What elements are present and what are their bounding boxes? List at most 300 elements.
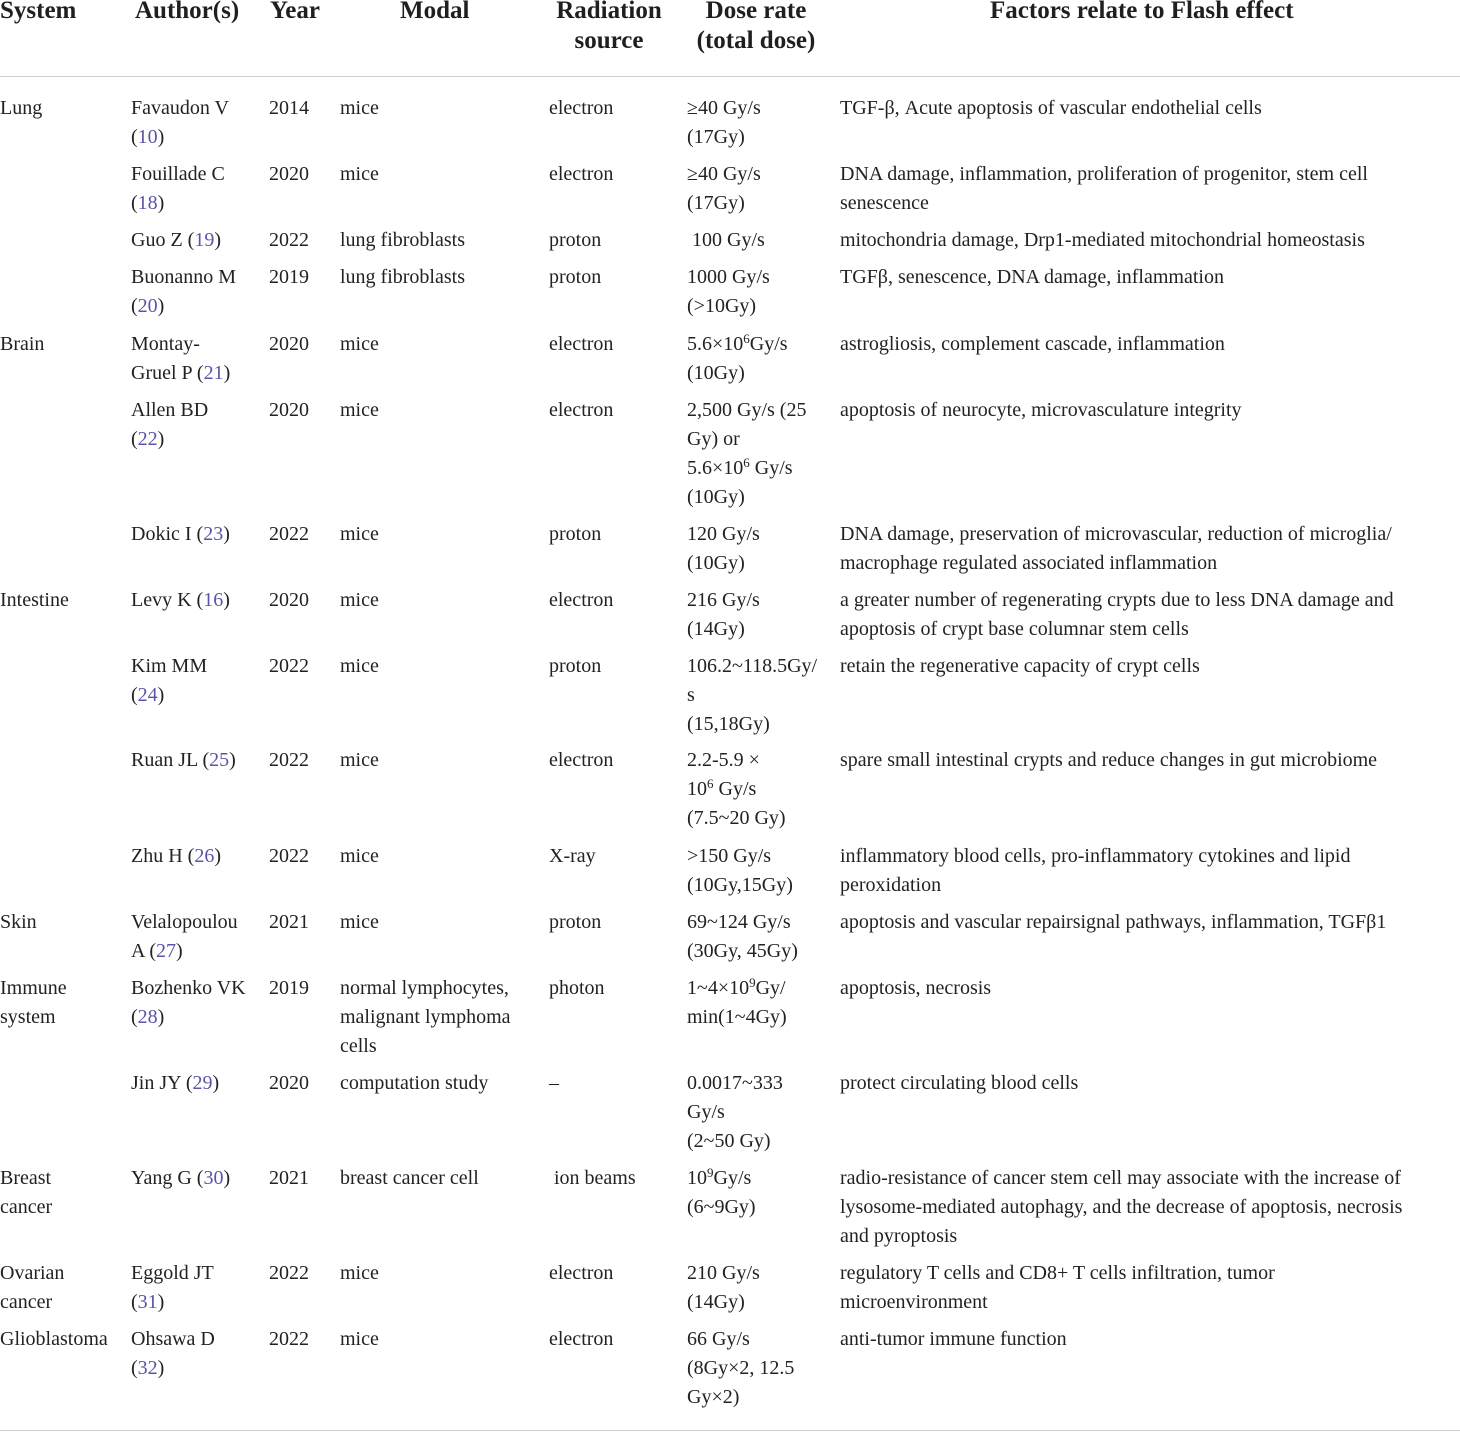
dose-text: 2,500 Gy/s (25 bbox=[687, 399, 807, 421]
paren: ( bbox=[191, 589, 204, 611]
author-ref-line bbox=[131, 1003, 261, 1032]
dose-line bbox=[687, 1003, 787, 1032]
paren: ( bbox=[196, 362, 204, 384]
header-system: System bbox=[0, 0, 77, 24]
dose-rate-cell bbox=[687, 652, 817, 739]
dose-text: >150 Gy/s bbox=[687, 845, 772, 867]
dose-line bbox=[687, 1164, 756, 1193]
dose-line bbox=[687, 123, 761, 152]
dose-text: Gy) or bbox=[687, 428, 740, 450]
dose-line bbox=[687, 1193, 756, 1222]
paren: ) bbox=[214, 229, 222, 251]
year-cell: 2022 bbox=[269, 1262, 309, 1284]
author-name bbox=[131, 652, 261, 681]
dose-text: Gy×2) bbox=[687, 1386, 740, 1408]
modal-text: mice bbox=[340, 589, 379, 611]
author-cell bbox=[131, 746, 261, 775]
paren: ( bbox=[131, 192, 138, 214]
factors-text: apoptosis, necrosis bbox=[840, 977, 992, 999]
modal-cell bbox=[340, 94, 379, 123]
paren: ) bbox=[214, 845, 222, 867]
superscript-exponent: 9 bbox=[707, 1164, 714, 1180]
author-text: Bozhenko VK bbox=[131, 977, 246, 999]
factors-text: apoptosis of crypt base columnar stem cells bbox=[840, 618, 1189, 640]
reference-link[interactable]: 28 bbox=[137, 1006, 158, 1028]
dose-text: 216 Gy/s bbox=[687, 589, 760, 611]
dose-text: 120 Gy/s bbox=[687, 523, 760, 545]
header-dose-rate: Dose rate (total dose) bbox=[696, 0, 816, 54]
paren: ) bbox=[157, 295, 165, 317]
author-text: Allen BD bbox=[131, 399, 209, 421]
factors-text: macrophage regulated associated inflammation bbox=[840, 552, 1218, 574]
reference-link[interactable]: 19 bbox=[194, 229, 215, 251]
paren: ( bbox=[180, 1072, 193, 1094]
reference-link[interactable]: 26 bbox=[194, 845, 215, 867]
factors-text: mitochondria damage, Drp1-mediated mitochondrial homeostasis bbox=[840, 229, 1365, 251]
author-name bbox=[131, 974, 261, 1003]
modal-text: mice bbox=[340, 399, 379, 421]
dose-line bbox=[687, 330, 788, 359]
system-cell bbox=[0, 586, 69, 615]
modal-text: lung fibroblasts bbox=[340, 229, 465, 251]
modal-cell bbox=[340, 1069, 488, 1098]
paren: ( bbox=[131, 428, 138, 450]
dose-line bbox=[687, 549, 760, 578]
dose-line bbox=[687, 1098, 783, 1127]
dose-rate-cell bbox=[687, 1325, 794, 1412]
dose-rate-cell bbox=[687, 746, 786, 833]
year-cell: 2022 bbox=[269, 845, 309, 867]
factors-text: anti-tumor immune function bbox=[840, 1328, 1067, 1350]
dose-rate-cell bbox=[687, 396, 806, 512]
author-cell bbox=[131, 974, 261, 1032]
dose-line bbox=[687, 1127, 783, 1156]
author-cell bbox=[131, 520, 261, 549]
author-ref-line bbox=[131, 359, 261, 388]
dose-text: (10Gy) bbox=[687, 362, 745, 384]
paren: ( bbox=[197, 749, 210, 771]
reference-link[interactable]: 20 bbox=[137, 295, 158, 317]
author-text: Buonanno M bbox=[131, 266, 236, 288]
modal-cell bbox=[340, 1259, 379, 1288]
dose-text: (>10Gy) bbox=[687, 295, 757, 317]
dose-rate-cell bbox=[687, 160, 761, 218]
paren: ( bbox=[131, 1357, 138, 1379]
modal-text: mice bbox=[340, 1262, 379, 1284]
dose-text: (8Gy×2, 12.5 bbox=[687, 1357, 795, 1379]
factors-text: TGFβ, senescence, DNA damage, inflammation bbox=[840, 266, 1224, 288]
dose-rate-cell bbox=[687, 226, 765, 255]
reference-link[interactable]: 10 bbox=[137, 126, 158, 148]
paren: ) bbox=[157, 428, 165, 450]
factors-cell bbox=[840, 263, 1224, 292]
factors-cell bbox=[840, 974, 991, 1003]
author-ref-line bbox=[131, 123, 261, 152]
modal-text: mice bbox=[340, 655, 379, 677]
author-name bbox=[131, 842, 261, 871]
author-name bbox=[131, 330, 261, 359]
paren: ( bbox=[182, 845, 195, 867]
dose-rate-cell bbox=[687, 586, 760, 644]
modal-cell bbox=[340, 1164, 479, 1193]
paren: ( bbox=[131, 295, 138, 317]
header-year: Year bbox=[270, 0, 320, 24]
modal-cell bbox=[340, 396, 379, 425]
modal-text: mice bbox=[340, 1328, 379, 1350]
dose-line bbox=[687, 652, 817, 681]
radiation-source-cell: electron bbox=[549, 1328, 614, 1350]
modal-cell bbox=[340, 908, 379, 937]
author-cell bbox=[131, 586, 261, 615]
dose-text: 5.6×10 bbox=[687, 333, 744, 355]
system-cell bbox=[0, 1325, 108, 1354]
factors-text: radio-resistance of cancer stem cell may associate with the increase of bbox=[840, 1167, 1401, 1189]
year-cell: 2022 bbox=[269, 749, 309, 771]
dose-text: 69~124 Gy/s bbox=[687, 911, 791, 933]
factors-text: astrogliosis, complement cascade, inflammation bbox=[840, 333, 1225, 355]
author-text: Levy K bbox=[131, 589, 192, 611]
author-name bbox=[131, 1069, 261, 1098]
dose-text: (2~50 Gy) bbox=[687, 1130, 771, 1152]
dose-text: (17Gy) bbox=[687, 126, 745, 148]
paren: ) bbox=[157, 1357, 165, 1379]
header-modal: Modal bbox=[400, 0, 470, 24]
author-name bbox=[131, 520, 261, 549]
author-cell bbox=[131, 1325, 261, 1383]
factors-text: TGF-β, Acute apoptosis of vascular endothelial cells bbox=[840, 97, 1262, 119]
year-cell: 2022 bbox=[269, 229, 309, 251]
author-name bbox=[131, 263, 261, 292]
modal-text: mice bbox=[340, 97, 379, 119]
dose-text: ≥40 Gy/s bbox=[687, 163, 761, 185]
reference-link[interactable]: 16 bbox=[203, 589, 224, 611]
system-text: Glioblastoma bbox=[0, 1328, 108, 1350]
author-cell bbox=[131, 652, 261, 710]
factors-text: DNA damage, inflammation, proliferation of progenitor, stem cell bbox=[840, 163, 1368, 185]
radiation-source-cell: electron bbox=[549, 333, 614, 355]
dose-text: (10Gy) bbox=[687, 486, 745, 508]
factors-text: protect circulating blood cells bbox=[840, 1072, 1079, 1094]
dose-text: Gy/s bbox=[749, 457, 793, 479]
reference-link[interactable]: 31 bbox=[137, 1291, 158, 1313]
year-cell: 2020 bbox=[269, 399, 309, 421]
dose-line bbox=[687, 681, 817, 710]
factors-text: peroxidation bbox=[840, 874, 942, 896]
radiation-source-cell: electron bbox=[549, 163, 614, 185]
dose-line bbox=[687, 1383, 794, 1412]
factors-text: retain the regenerative capacity of crypt cells bbox=[840, 655, 1200, 677]
paren: ) bbox=[157, 1291, 165, 1313]
factors-text: microenvironment bbox=[840, 1291, 988, 1313]
system-text: Intestine bbox=[0, 589, 69, 611]
modal-text: mice bbox=[340, 911, 379, 933]
dose-line bbox=[687, 746, 786, 775]
dose-text: 0.0017~333 bbox=[687, 1072, 783, 1094]
factors-cell bbox=[840, 1069, 1078, 1098]
modal-text: breast cancer cell bbox=[340, 1167, 479, 1189]
dose-line bbox=[687, 615, 760, 644]
modal-text: malignant lymphoma bbox=[340, 1006, 511, 1028]
author-ref-line bbox=[131, 292, 261, 321]
dose-text: (10Gy) bbox=[687, 552, 745, 574]
author-text: Yang G bbox=[131, 1167, 192, 1189]
author-text: Ruan JL bbox=[131, 749, 198, 771]
author-ref-line bbox=[131, 425, 261, 454]
dose-rate-cell bbox=[687, 520, 760, 578]
factors-cell bbox=[840, 94, 1262, 123]
dose-text: (14Gy) bbox=[687, 618, 745, 640]
factors-text: inflammatory blood cells, pro-inflammatory cytokines and lipid bbox=[840, 845, 1351, 867]
modal-text: cells bbox=[340, 1035, 377, 1057]
year-cell: 2020 bbox=[269, 333, 309, 355]
paren: ) bbox=[229, 749, 236, 771]
dose-line bbox=[687, 974, 787, 1003]
year-cell: 2021 bbox=[269, 1167, 309, 1189]
reference-link[interactable]: 29 bbox=[192, 1072, 213, 1094]
radiation-source-cell: X-ray bbox=[549, 845, 596, 867]
dose-text: (10Gy,15Gy) bbox=[687, 874, 793, 896]
dose-text: 5.6×10 bbox=[687, 457, 744, 479]
dose-line bbox=[687, 94, 761, 123]
radiation-source-cell: electron bbox=[549, 749, 614, 771]
year-cell: 2019 bbox=[269, 977, 309, 999]
modal-cell bbox=[340, 520, 379, 549]
modal-text: mice bbox=[340, 749, 379, 771]
reference-link[interactable]: 23 bbox=[203, 523, 224, 545]
author-name bbox=[131, 746, 261, 775]
reference-link[interactable]: 27 bbox=[156, 940, 177, 962]
superscript-exponent: 9 bbox=[749, 974, 756, 990]
author-text: Eggold JT bbox=[131, 1262, 214, 1284]
dose-text: (30Gy, 45Gy) bbox=[687, 940, 798, 962]
system-text: cancer bbox=[0, 1196, 53, 1218]
author-cell bbox=[131, 1164, 261, 1193]
modal-text: mice bbox=[340, 163, 379, 185]
year-cell: 2014 bbox=[269, 97, 309, 119]
modal-text: mice bbox=[340, 523, 379, 545]
dose-line bbox=[687, 160, 761, 189]
reference-link[interactable]: 32 bbox=[137, 1357, 158, 1379]
dose-rate-cell bbox=[687, 908, 798, 966]
factors-text: apoptosis of neurocyte, microvasculature integrity bbox=[840, 399, 1242, 421]
author-text: Velalopoulou bbox=[131, 911, 238, 933]
dose-line bbox=[687, 586, 760, 615]
factors-cell bbox=[840, 586, 1394, 644]
system-text: system bbox=[0, 1006, 56, 1028]
dose-line bbox=[687, 454, 806, 483]
header-factors: Factors relate to Flash effect bbox=[990, 0, 1294, 24]
reference-link[interactable]: 25 bbox=[209, 749, 230, 771]
author-name bbox=[131, 160, 261, 189]
reference-link[interactable]: 18 bbox=[137, 192, 158, 214]
author-name bbox=[131, 94, 261, 123]
system-cell bbox=[0, 908, 37, 937]
modal-text: normal lymphocytes, bbox=[340, 977, 509, 999]
author-text: Guo Z bbox=[131, 229, 183, 251]
factors-text: spare small intestinal crypts and reduce changes in gut microbiome bbox=[840, 749, 1378, 771]
reference-link[interactable]: 24 bbox=[137, 684, 158, 706]
dose-line bbox=[687, 908, 798, 937]
author-cell bbox=[131, 263, 261, 321]
paren: ) bbox=[176, 940, 183, 962]
superscript-exponent: 6 bbox=[743, 330, 750, 346]
author-cell bbox=[131, 330, 261, 388]
author-ref-line bbox=[131, 1288, 261, 1317]
dose-text: 100 Gy/s bbox=[687, 229, 765, 251]
dose-line bbox=[687, 483, 806, 512]
reference-link[interactable]: 22 bbox=[137, 428, 158, 450]
author-cell bbox=[131, 1069, 261, 1098]
radiation-source-cell: electron bbox=[549, 97, 614, 119]
paren: ) bbox=[223, 589, 230, 611]
header-radiation: Radiation source bbox=[556, 0, 662, 54]
factors-text: regulatory T cells and CD8+ T cells infiltration, tumor bbox=[840, 1262, 1275, 1284]
factors-cell bbox=[840, 520, 1392, 578]
author-text: Ohsawa D bbox=[131, 1328, 215, 1350]
radiation-source-cell: photon bbox=[549, 977, 605, 999]
dose-text: (7.5~20 Gy) bbox=[687, 807, 786, 829]
reference-link[interactable]: 30 bbox=[203, 1167, 224, 1189]
dose-text: 106.2~118.5Gy/ bbox=[687, 655, 818, 677]
paren: ) bbox=[157, 192, 165, 214]
modal-text: lung fibroblasts bbox=[340, 266, 465, 288]
modal-cell bbox=[340, 974, 511, 1061]
paren: ( bbox=[131, 1006, 138, 1028]
factors-cell bbox=[840, 652, 1200, 681]
dose-line bbox=[687, 359, 788, 388]
author-name bbox=[131, 1259, 261, 1288]
modal-cell bbox=[340, 842, 379, 871]
dose-line bbox=[687, 226, 765, 255]
author-name bbox=[131, 1164, 261, 1193]
table-bottom-rule bbox=[0, 1430, 1460, 1431]
system-text: Brain bbox=[0, 333, 45, 355]
paren: ( bbox=[191, 1167, 204, 1189]
dose-rate-cell bbox=[687, 94, 761, 152]
dose-text: (17Gy) bbox=[687, 192, 745, 214]
modal-text: mice bbox=[340, 333, 379, 355]
paren: ) bbox=[157, 126, 165, 148]
dose-line bbox=[687, 1325, 794, 1354]
factors-text: and pyroptosis bbox=[840, 1225, 958, 1247]
modal-cell bbox=[340, 746, 379, 775]
dose-rate-cell bbox=[687, 842, 793, 900]
author-ref-line bbox=[131, 1354, 261, 1383]
system-text: cancer bbox=[0, 1291, 53, 1313]
dose-text: Gy/s bbox=[687, 1101, 725, 1123]
table-header bbox=[0, 0, 1460, 77]
dose-text: (14Gy) bbox=[687, 1291, 745, 1313]
radiation-source-cell: proton bbox=[549, 266, 602, 288]
system-text: Immune bbox=[0, 977, 67, 999]
author-name bbox=[131, 586, 261, 615]
dose-rate-cell bbox=[687, 1164, 756, 1222]
factors-text: lysosome-mediated autophagy, and the decrease of apoptosis, necrosis bbox=[840, 1196, 1403, 1218]
modal-text: computation study bbox=[340, 1072, 489, 1094]
author-cell bbox=[131, 160, 261, 218]
author-text: Fouillade C bbox=[131, 163, 225, 185]
superscript-exponent: 6 bbox=[707, 775, 714, 791]
author-text: Gruel P bbox=[131, 362, 197, 384]
author-text: Montay- bbox=[131, 333, 200, 355]
radiation-source-cell: proton bbox=[549, 229, 602, 251]
year-cell: 2020 bbox=[269, 1072, 309, 1094]
dose-rate-cell bbox=[687, 1069, 783, 1156]
factors-text: senescence bbox=[840, 192, 929, 214]
dose-text: (6~9Gy) bbox=[687, 1196, 756, 1218]
dose-line bbox=[687, 263, 770, 292]
dose-text: Gy/ bbox=[755, 977, 786, 999]
dose-line bbox=[687, 520, 760, 549]
author-cell bbox=[131, 226, 261, 255]
paren: ( bbox=[131, 684, 138, 706]
system-cell bbox=[0, 1164, 52, 1222]
factors-text: a greater number of regenerating crypts due to less DNA damage and bbox=[840, 589, 1394, 611]
author-text: Jin JY bbox=[131, 1072, 181, 1094]
reference-link[interactable]: 21 bbox=[203, 362, 224, 384]
dose-line bbox=[687, 396, 806, 425]
system-cell bbox=[0, 330, 44, 359]
factors-cell bbox=[840, 1325, 1067, 1354]
dose-text: 1000 Gy/s bbox=[687, 266, 770, 288]
radiation-source-cell: electron bbox=[549, 399, 614, 421]
modal-cell bbox=[340, 652, 379, 681]
radiation-source-cell: electron bbox=[549, 589, 614, 611]
modal-cell bbox=[340, 160, 379, 189]
dose-text: 2.2-5.9 × bbox=[687, 749, 760, 771]
dose-text: 10 bbox=[687, 1167, 707, 1189]
paren: ( bbox=[131, 126, 138, 148]
modal-cell bbox=[340, 1325, 379, 1354]
author-cell bbox=[131, 94, 261, 152]
radiation-source-cell: ion beams bbox=[549, 1167, 636, 1189]
paren: ( bbox=[182, 229, 195, 251]
year-cell: 2020 bbox=[269, 589, 309, 611]
modal-cell bbox=[340, 330, 379, 359]
dose-line bbox=[687, 292, 770, 321]
dose-line bbox=[687, 775, 786, 804]
paren: ( bbox=[131, 1291, 138, 1313]
paren: ( bbox=[191, 523, 204, 545]
paren: ) bbox=[223, 362, 231, 384]
author-ref-line bbox=[131, 189, 261, 218]
author-name bbox=[131, 396, 261, 425]
factors-cell bbox=[840, 1259, 1275, 1317]
system-text: Breast bbox=[0, 1167, 52, 1189]
dose-line bbox=[687, 425, 806, 454]
year-cell: 2020 bbox=[269, 163, 309, 185]
dose-line bbox=[687, 189, 761, 218]
modal-cell bbox=[340, 263, 465, 292]
dose-line bbox=[687, 937, 798, 966]
dose-line bbox=[687, 804, 786, 833]
dose-text: min(1~4Gy) bbox=[687, 1006, 787, 1028]
factors-text: apoptosis and vascular repairsignal pathways, inflammation, TGFβ1 bbox=[840, 911, 1387, 933]
factors-cell bbox=[840, 746, 1377, 775]
author-text: Dokic I bbox=[131, 523, 192, 545]
dose-text: 10 bbox=[687, 778, 707, 800]
year-cell: 2019 bbox=[269, 266, 309, 288]
factors-cell bbox=[840, 226, 1365, 255]
dose-text: Gy/s bbox=[749, 333, 788, 355]
paren: ( bbox=[149, 940, 157, 962]
radiation-source-cell: – bbox=[549, 1072, 559, 1094]
year-cell: 2022 bbox=[269, 655, 309, 677]
dose-text: Gy/s bbox=[713, 1167, 752, 1189]
author-text: Kim MM bbox=[131, 655, 208, 677]
system-cell bbox=[0, 94, 42, 123]
superscript-exponent: 6 bbox=[743, 454, 750, 470]
